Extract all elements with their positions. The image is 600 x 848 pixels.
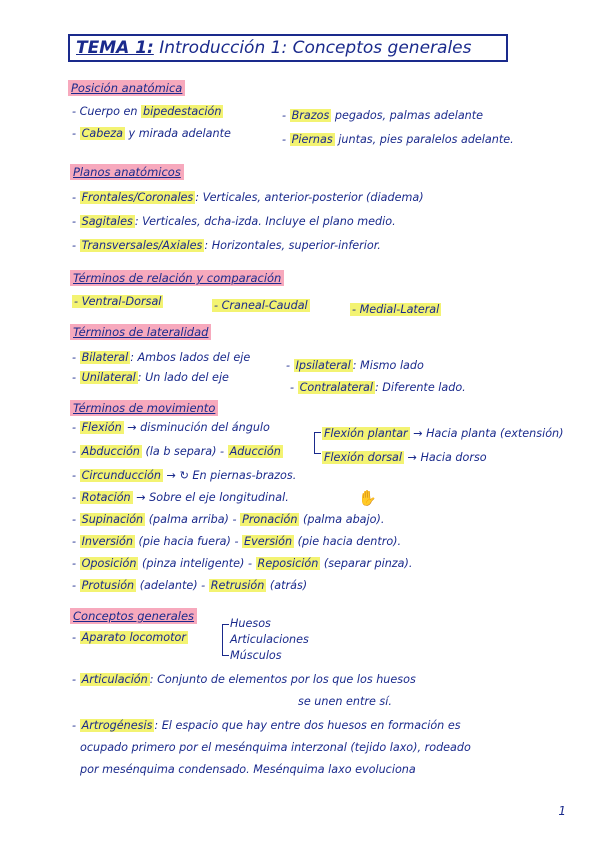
list-item: - Artrogénesis : El espacio que hay entre dos huesos en formación es [72,719,461,732]
list-item: - Bilateral : Ambos lados del eje [72,351,251,364]
title-lead: TEMA 1: [76,38,154,58]
heading-posicion: Posición anatómica [68,80,185,96]
page-title [68,34,508,62]
page-number: 1 [558,804,566,818]
list-item: - Inversión (pie hacia fuera) - Eversión (pie hacia dentro). [72,535,402,548]
list-item: - Brazos pegados, palmas adelante [282,109,484,122]
list-item: - Circunducción → ↻ En piernas-brazos. [72,469,297,482]
list-item: - Flexión → disminución del ángulo [72,421,270,434]
title-rest: Introducción 1: Conceptos generales [153,38,472,58]
list-item: - Transversales/Axiales : Horizontales, superior-inferior. [72,239,381,252]
list-item: - Ipsilateral : Mismo lado [286,359,424,372]
list-item: - Contralateral : Diferente lado. [290,381,466,394]
list-item: Flexión plantar → Hacia planta (extensión) [324,427,564,440]
list-item-continued: se unen entre sí. [298,695,392,708]
list-item: - Cuerpo en bipedestación [72,105,222,118]
list-item: - Craneal-Caudal [214,299,308,312]
flexion-bracket [314,432,321,454]
list-item: - Rotación → Sobre el eje longitudinal. [72,491,289,504]
list-item: - Cabeza y mirada adelante [72,127,231,140]
list-item: Articulaciones [230,633,309,646]
heading-relacion: Términos de relación y comparación [70,270,284,286]
heading-movimiento: Términos de movimiento [70,400,218,416]
list-item-continued: por mesénquima condensado. Mesénquima laxo evoluciona [80,763,416,776]
list-item: - Frontales/Coronales : Verticales, anterior-posterior (diadema) [72,191,424,204]
list-item: Músculos [230,649,282,662]
heading-conceptos: Conceptos generales [70,608,197,624]
list-item: - Sagitales : Verticales, dcha-izda. Incluye el plano medio. [72,215,396,228]
list-item: - Supinación (palma arriba) - Pronación (palma abajo). [72,513,385,526]
list-item: - Aparato locomotor [72,631,186,644]
list-item: - Abducción (la b separa) - Aducción [72,445,281,458]
list-item: - Protusión (adelante) - Retrusión (atrás) [72,579,308,592]
list-item: - Articulación : Conjunto de elementos por los que los huesos [72,673,416,686]
rotation-hand-icon: ✋ [358,489,377,507]
list-item: - Piernas juntas, pies paralelos adelante. [282,133,514,146]
aparato-bracket [222,624,229,656]
list-item-continued: ocupado primero por el mesénquima interzonal (tejido laxo), rodeado [80,741,471,754]
list-item: - Oposición (pinza inteligente) - Reposición (separar pinza). [72,557,413,570]
heading-planos: Planos anatómicos [70,164,184,180]
list-item: - Medial-Lateral [352,303,440,316]
list-item: Flexión dorsal → Hacia dorso [324,451,487,464]
heading-lateralidad: Términos de lateralidad [70,324,211,340]
list-item: - Unilateral : Un lado del eje [72,371,229,384]
list-item: - Ventral-Dorsal [74,295,162,308]
list-item: Huesos [230,617,271,630]
